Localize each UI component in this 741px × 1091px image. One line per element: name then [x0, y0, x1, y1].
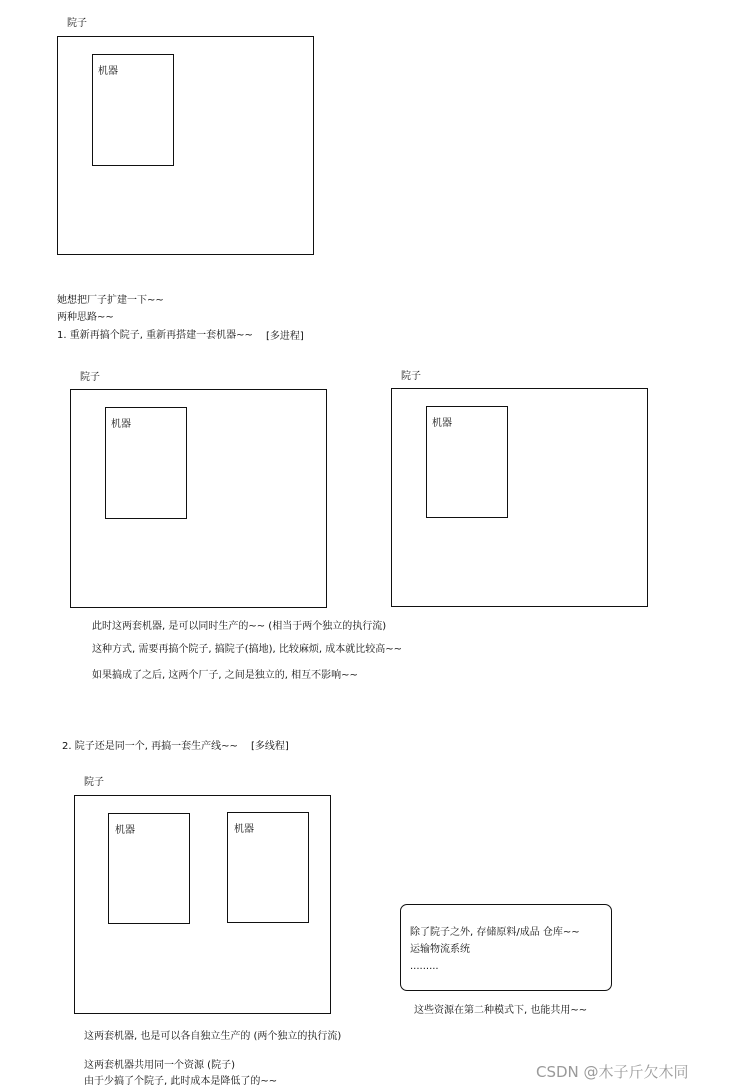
left-machine-label: 机器 [111, 419, 131, 430]
cost-reduced-note: 由于少搞了个院子, 此时成本是降低了的~~ [84, 1076, 278, 1087]
resource-ellipsis-text: ......... [410, 961, 439, 972]
resource-caption: 这些资源在第二种模式下, 也能共用~~ [414, 1005, 588, 1016]
multi-thread-tag: [多线程] [251, 741, 289, 752]
shared-resource-note: 这两套机器共用同一个资源 (院子) [84, 1060, 235, 1071]
approach-1-heading: 1. 重新再搞个院子, 重新再搭建一套机器~~ [57, 330, 253, 341]
right-machine-label: 机器 [432, 418, 452, 429]
concurrent-production-note: 此时这两套机器, 是可以同时生产的~~ (相当于两个独立的执行流) [92, 621, 387, 632]
right-yard-label: 院子 [401, 371, 421, 382]
independent-note: 如果搞成了之后, 这两个厂子, 之间是独立的, 相互不影响~~ [92, 670, 358, 681]
multi-process-tag: [多进程] [266, 331, 304, 342]
independent-execution-note: 这两套机器, 也是可以各自独立生产的 (两个独立的执行流) [84, 1031, 342, 1042]
machine-1-label: 机器 [115, 825, 135, 836]
expand-factory-text: 她想把厂子扩建一下~~ [57, 295, 164, 306]
left-yard-label: 院子 [80, 372, 100, 383]
two-approaches-text: 两种思路~~ [57, 312, 114, 323]
shared-yard-label: 院子 [84, 777, 104, 788]
machine-2-label: 机器 [234, 824, 254, 835]
cost-high-note: 这种方式, 需要再搞个院子, 搞院子(搞地), 比较麻烦, 成本就比较高~~ [92, 644, 402, 655]
resource-logistics-text: 运输物流系统 [410, 944, 470, 955]
machine-label: 机器 [98, 66, 118, 77]
yard-label: 院子 [67, 18, 87, 29]
approach-2-heading: 2. 院子还是同一个, 再搞一套生产线~~ [62, 741, 238, 752]
resource-warehouse-text: 除了院子之外, 存储原料/成品 仓库~~ [410, 927, 580, 938]
csdn-watermark: CSDN @木子斤欠木同 [536, 1063, 689, 1081]
